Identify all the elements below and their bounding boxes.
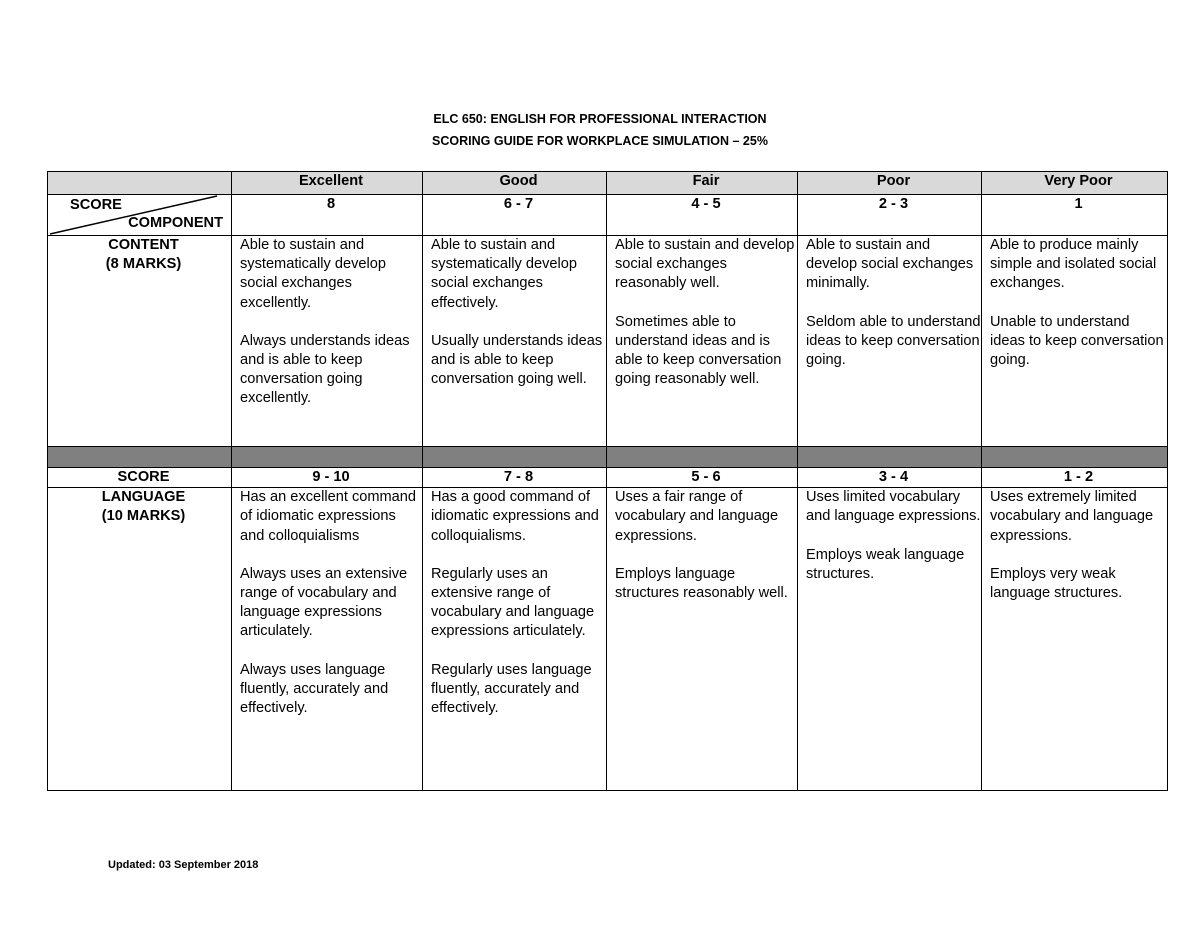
language-score-good: 7 - 8 <box>423 468 607 488</box>
content-poor-text-1: Able to sustain and develop social exchanges minimally. <box>806 237 974 292</box>
header-fair: Fair <box>607 172 798 195</box>
language-good-text-3: Regularly uses language fluently, accurately and effectively. <box>431 661 592 717</box>
content-fair-text-1: Able to sustain and develop social exchanges reasonably well. <box>615 237 795 292</box>
separator-cell <box>232 447 423 468</box>
language-fair-text-2: Employs language structures reasonably well. <box>615 565 788 602</box>
content-excellent-text-1: Able to sustain and systematically develop social exchanges excellently. <box>240 237 387 311</box>
language-poor-text-1: Uses limited vocabulary and language expressions. <box>806 489 981 525</box>
content-score-row <box>48 195 1168 236</box>
content-very-poor-text-1: Able to produce mainly simple and isolated social exchanges. <box>990 237 1157 292</box>
separator-cell <box>982 447 1168 468</box>
language-component-marks: (10 MARKS) <box>101 508 186 525</box>
language-fair-text-1: Uses a fair range of vocabulary and language expressions. <box>615 489 779 544</box>
language-score-label: SCORE <box>48 468 232 488</box>
language-good-text-1: Has a good command of idiomatic expressions and colloquialisms. <box>431 489 599 544</box>
content-cell-poor <box>798 236 982 447</box>
content-cell-fair <box>607 236 798 447</box>
language-poor-text-2: Employs weak language structures. <box>806 546 965 582</box>
content-row <box>48 236 1168 447</box>
language-excellent-text-2: Always uses an extensive range of vocabulary and language expressions articulately. <box>240 565 408 640</box>
content-component-cell <box>48 236 232 447</box>
content-score-poor: 2 - 3 <box>798 195 982 236</box>
language-score-row <box>48 468 1168 488</box>
language-component-cell <box>48 488 232 791</box>
content-poor-text-2: Seldom able to understand ideas to keep conversation going. <box>806 313 981 369</box>
language-cell-very-poor <box>982 488 1168 791</box>
content-very-poor-text-2: Unable to understand ideas to keep conversation going. <box>990 313 1164 369</box>
content-fair-text-2: Sometimes able to understand ideas and is able to keep conversation going reasonably well. <box>615 313 782 388</box>
header-row <box>48 172 1168 195</box>
header-very-poor: Very Poor <box>982 172 1168 195</box>
diagonal-component-label: COMPONENT <box>128 214 223 231</box>
content-cell-excellent <box>232 236 423 447</box>
content-score-good: 6 - 7 <box>423 195 607 236</box>
content-cell-good <box>423 236 607 447</box>
content-cell-very-poor <box>982 236 1168 447</box>
scoring-rubric-table <box>47 171 1168 791</box>
header-excellent: Excellent <box>232 172 423 195</box>
diagonal-score-label: SCORE <box>70 197 122 213</box>
header-empty-cell <box>48 172 232 195</box>
content-score-excellent: 8 <box>232 195 423 236</box>
language-excellent-text-1: Has an excellent command of idiomatic expressions and colloquialisms <box>240 489 417 544</box>
language-excellent-text-3: Always uses language fluently, accurately and effectively. <box>240 661 389 717</box>
document-title: ELC 650: ENGLISH FOR PROFESSIONAL INTERACTION <box>433 112 767 126</box>
header-poor: Poor <box>798 172 982 195</box>
separator-cell <box>48 447 232 468</box>
language-very-poor-text-1: Uses extremely limited vocabulary and language expressions. <box>990 489 1154 544</box>
language-row <box>48 488 1168 791</box>
language-good-text-2: Regularly uses an extensive range of vocabulary and language expressions articulately. <box>431 565 595 640</box>
language-very-poor-text-2: Employs very weak language structures. <box>990 565 1123 602</box>
language-score-fair: 5 - 6 <box>607 468 798 488</box>
language-component-label: LANGUAGE <box>101 489 186 506</box>
content-score-fair: 4 - 5 <box>607 195 798 236</box>
language-cell-excellent <box>232 488 423 791</box>
separator-cell <box>798 447 982 468</box>
language-cell-fair <box>607 488 798 791</box>
score-component-diagonal-cell <box>48 195 232 236</box>
content-good-text-1: Able to sustain and systematically develop social exchanges effectively. <box>431 237 578 311</box>
content-good-text-2: Usually understands ideas and is able to keep conversation going well. <box>431 332 603 388</box>
language-cell-poor <box>798 488 982 791</box>
language-score-excellent: 9 - 10 <box>232 468 423 488</box>
language-cell-good <box>423 488 607 791</box>
document-subtitle: SCORING GUIDE FOR WORKPLACE SIMULATION – 25% <box>432 134 768 148</box>
content-component-label: CONTENT <box>108 237 179 253</box>
language-score-very-poor: 1 - 2 <box>982 468 1168 488</box>
content-score-very-poor: 1 <box>982 195 1168 236</box>
language-score-poor: 3 - 4 <box>798 468 982 488</box>
updated-date-footer: Updated: 03 September 2018 <box>108 859 259 871</box>
separator-cell <box>607 447 798 468</box>
content-component-marks: (8 MARKS) <box>105 256 182 273</box>
header-good: Good <box>423 172 607 195</box>
separator-cell <box>423 447 607 468</box>
separator-row <box>48 447 1168 468</box>
content-excellent-text-2: Always understands ideas and is able to keep conversation going excellently. <box>240 332 410 407</box>
